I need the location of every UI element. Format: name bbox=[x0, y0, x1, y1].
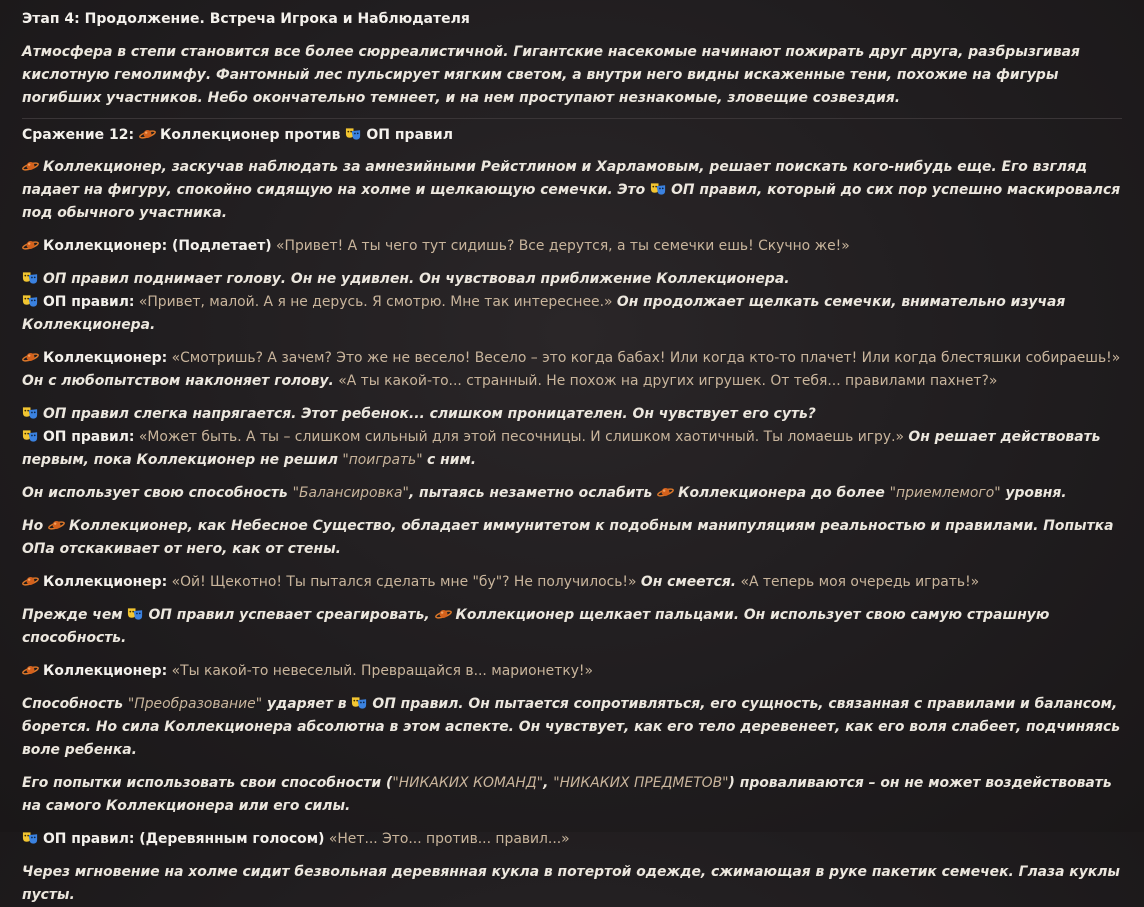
paragraph bbox=[22, 515, 1122, 561]
planet-icon bbox=[139, 127, 156, 141]
text: Прежде чем bbox=[22, 607, 123, 623]
theater-masks-icon bbox=[650, 182, 667, 196]
text: ОП правил. Он пытается сопротивляться, его сущность, связанная с правилами и балансом, борется. Но сила Коллекционера абсолютна в этом аспекте. Он чувствует, как его тело деревенеет, как его воля слабеет, подчиняясь воле ребенка. bbox=[22, 696, 1121, 758]
dialogue-line bbox=[22, 660, 1122, 683]
planet-icon bbox=[22, 159, 39, 173]
stage-title: Этап 4: Продолжение. Встреча Игрока и Наблюдателя bbox=[22, 11, 470, 27]
text: Он решает действовать первым, пока Коллекционер не решил bbox=[22, 429, 1101, 468]
quote: «Может быть. А ты – слишком сильный для этой песочницы. И слишком хаотичный. Ты ломаешь игру.» bbox=[138, 429, 904, 445]
planet-icon bbox=[22, 574, 39, 588]
paragraph bbox=[22, 772, 1122, 818]
quote: «А теперь моя очередь играть!» bbox=[740, 574, 980, 590]
battle-a: Коллекционер против bbox=[159, 127, 341, 143]
quote: «Ой! Щекотно! Ты пытался сделать мне "бу"? Не получилось!» bbox=[171, 574, 637, 590]
theater-masks-icon bbox=[22, 429, 39, 443]
paragraph bbox=[22, 156, 1122, 225]
theater-masks-icon bbox=[22, 271, 39, 285]
theater-masks-icon bbox=[22, 831, 39, 845]
dialogue-line bbox=[22, 347, 1122, 393]
text: , bbox=[543, 775, 549, 791]
dialogue-line bbox=[22, 235, 1122, 258]
final-paragraph: Через мгновение на холме сидит безвольная деревянная кукла в потертой одежде, сжимающая в руке пакетик семечек. Глаза куклы пусты. bbox=[22, 864, 1120, 903]
planet-icon bbox=[48, 518, 65, 532]
planet-icon bbox=[435, 607, 452, 621]
theater-masks-icon bbox=[22, 406, 39, 420]
text: Коллекционер, заскучав наблюдать за амнезийными Рейстлином и Харламовым, решает поискать кого-нибудь еще. Его взгляд падает на фигуру, спокойно сидящую на холме и щелкающую семечки. Это bbox=[22, 159, 1088, 198]
battle-heading bbox=[22, 124, 1122, 146]
speaker-name: ОП правил: (Деревянным голосом) bbox=[43, 831, 325, 847]
theater-masks-icon bbox=[22, 294, 39, 308]
text: Он продолжает щелкать семечки, внимательно изучая Коллекционера. bbox=[22, 294, 1066, 333]
theater-masks-icon bbox=[351, 696, 368, 710]
text: ОП правил слегка напрягается. Этот ребенок... слишком проницателен. Он чувствует его суть? bbox=[43, 406, 816, 422]
quote: «Нет... Это... против... правил...» bbox=[328, 831, 570, 847]
planet-icon bbox=[22, 238, 39, 252]
ability-name: "приемлемого" bbox=[889, 485, 1001, 501]
ability-name: "Преобразование" bbox=[127, 696, 263, 712]
text: Способность bbox=[22, 696, 124, 712]
theater-masks-icon bbox=[127, 607, 144, 621]
divider bbox=[22, 118, 1122, 119]
ability-name: "Балансировка" bbox=[292, 485, 409, 501]
planet-icon bbox=[22, 350, 39, 364]
text: Он с любопытством наклоняет голову. bbox=[22, 373, 334, 389]
text: Но bbox=[22, 518, 44, 534]
ability-name: "НИКАКИХ ПРЕДМЕТОВ" bbox=[553, 775, 729, 791]
battle-prefix: Сражение 12: bbox=[22, 127, 135, 143]
text: ОП правил успевает среагировать, bbox=[148, 607, 430, 623]
paragraph bbox=[22, 604, 1122, 650]
text: Коллекционер щелкает пальцами. Он использует свою самую страшную способность. bbox=[22, 607, 1050, 646]
planet-icon bbox=[22, 663, 39, 677]
text: ) проваливаются – он не может воздействовать на самого Коллекционера или его силы. bbox=[22, 775, 1112, 814]
text: Коллекционер, как Небесное Существо, обладает иммунитетом к подобным манипуляциям реальностью и правилами. Попытка ОПа отскакивает от него, как от стены. bbox=[22, 518, 1114, 557]
text: Коллекционера до более bbox=[678, 485, 885, 501]
text: Его попытки использовать свои способности ( bbox=[22, 775, 393, 791]
quote: «Привет, малой. А я не дерусь. Я смотрю. Мне так интереснее.» bbox=[138, 294, 613, 310]
ability-name: "поиграть" bbox=[342, 452, 423, 468]
text: , пытаясь незаметно ослабить bbox=[408, 485, 653, 501]
text: ОП правил, который до сих пор успешно маскировался под обычного участника. bbox=[22, 182, 1121, 221]
quote: «Привет! А ты чего тут сидишь? Все дерутся, а ты семечки ешь! Скучно же!» bbox=[276, 238, 850, 254]
ability-name: "НИКАКИХ КОМАНД" bbox=[392, 775, 544, 791]
speaker-name: Коллекционер: bbox=[43, 350, 168, 366]
speaker-name: Коллекционер: bbox=[43, 663, 168, 679]
text: уровня. bbox=[1005, 485, 1067, 501]
speaker-name: Коллекционер: bbox=[43, 574, 168, 590]
speaker-name: ОП правил: bbox=[43, 429, 135, 445]
theater-masks-icon bbox=[345, 127, 362, 141]
intro-paragraph: Атмосфера в степи становится все более сюрреалистичной. Гигантские насекомые начинают пожирать друг друга, разбрызгивая кислотную гемолимфу. Фантомный лес пульсирует мягким светом, а внутри него видны искаженные тени, похожие на фигуры погибших участников. Небо окончательно темнеет, и на нем проступают незнакомые, зловещие созвездия. bbox=[22, 44, 1080, 106]
speaker-name: ОП правил: bbox=[43, 294, 135, 310]
paragraph bbox=[22, 403, 1122, 472]
quote: «А ты какой-то... странный. Не похож на других игрушек. От тебя... правилами пахнет?» bbox=[338, 373, 998, 389]
quote: «Ты какой-то невеселый. Превращайся в... марионетку!» bbox=[171, 663, 593, 679]
dialogue-line bbox=[22, 828, 1122, 851]
dialogue-line bbox=[22, 571, 1122, 594]
speaker-name: Коллекционер: (Подлетает) bbox=[43, 238, 272, 254]
paragraph bbox=[22, 268, 1122, 337]
planet-icon bbox=[657, 485, 674, 499]
text: ОП правил поднимает голову. Он не удивлен. Он чувствовал приближение Коллекционера. bbox=[43, 271, 790, 287]
text: ударяет в bbox=[266, 696, 347, 712]
paragraph bbox=[22, 693, 1122, 762]
text: с ним. bbox=[427, 452, 477, 468]
text: Он смеется. bbox=[640, 574, 737, 590]
battle-b: ОП правил bbox=[366, 127, 453, 143]
quote: «Смотришь? А зачем? Это же не весело! Весело – это когда бабах! Или когда кто-то плачет! Или когда блестяшки собираешь!» bbox=[171, 350, 1121, 366]
paragraph bbox=[22, 482, 1122, 505]
text: Он использует свою способность bbox=[22, 485, 288, 501]
